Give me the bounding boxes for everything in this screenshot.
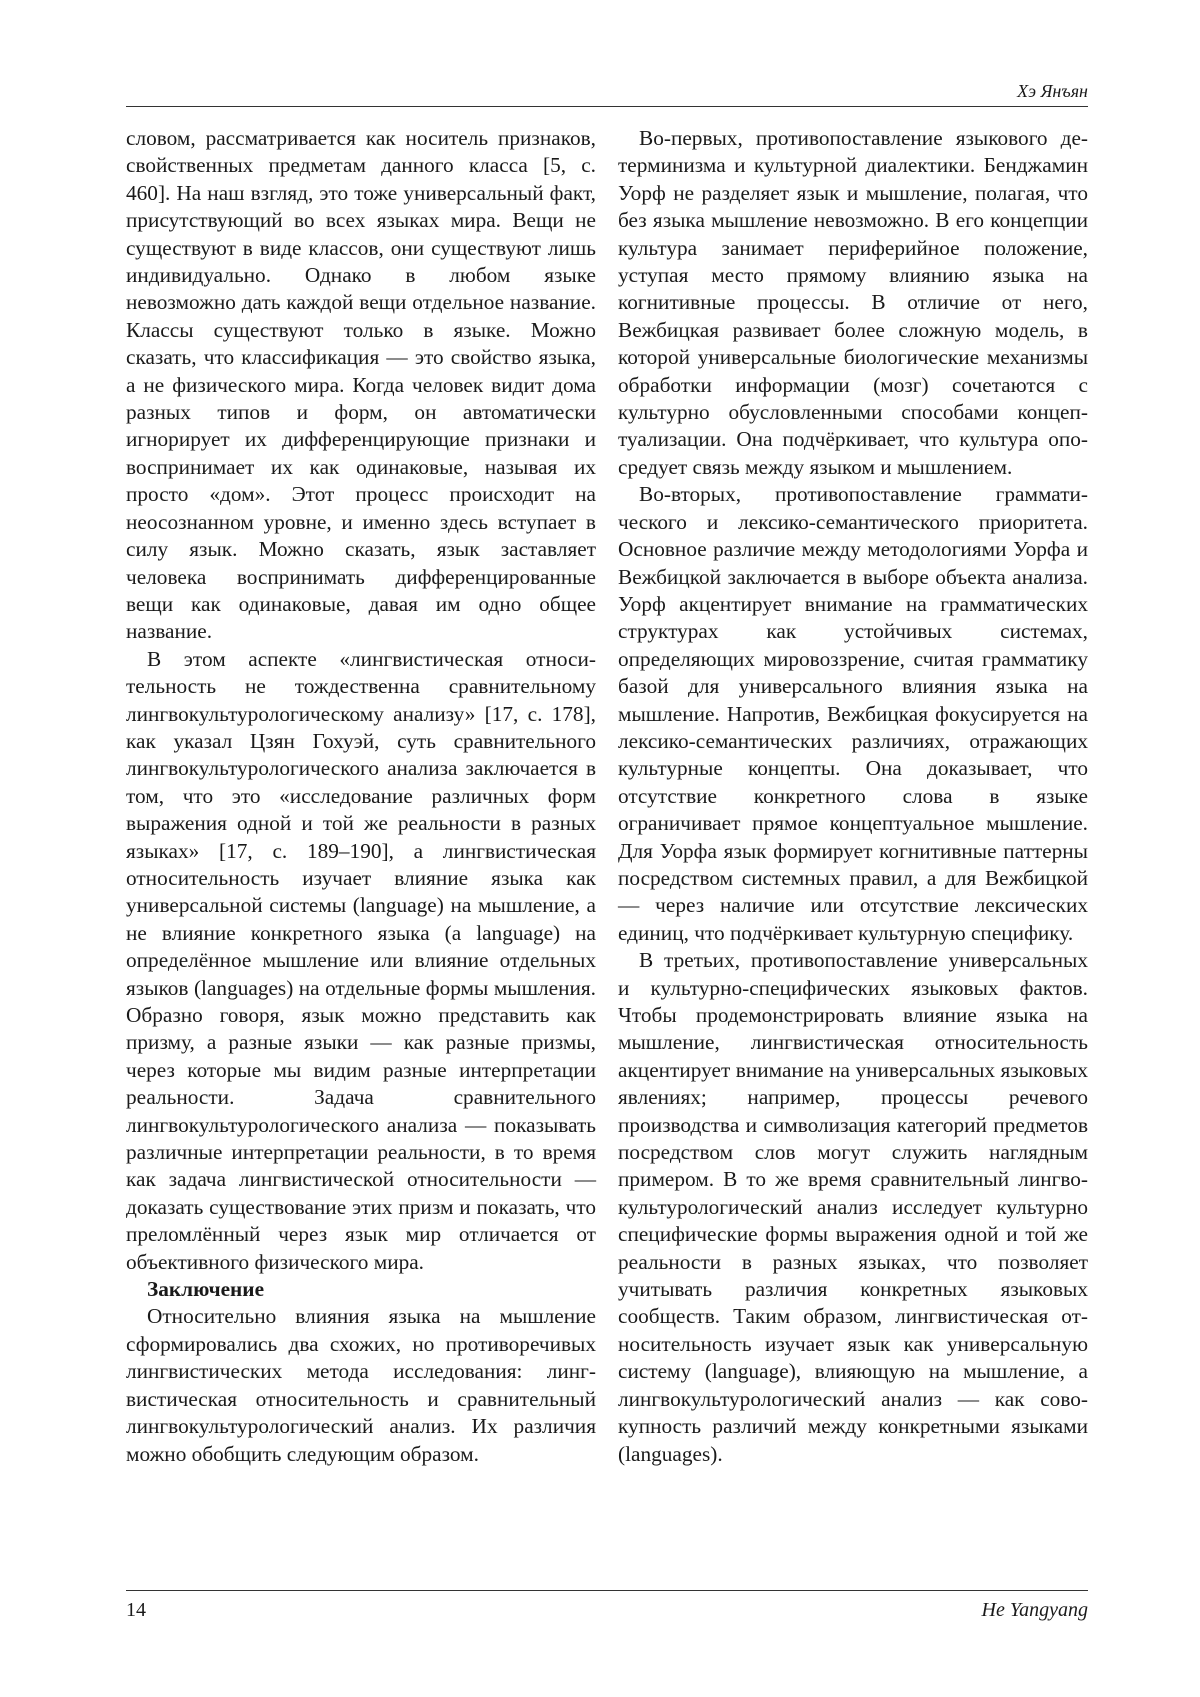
left-paragraph-2: В этом аспекте «лингвистическая относительность не тождественна сравнительному лингвокультурологическому анализу» [17, с. 178], как указал Цзян Гохуэй, суть сравнительного лингвокультурологического анализа заключается в том, что это «исследование различных форм выражения одной и той же реальности в разных языках» [17, с. 189–190], а лингвистическая относительность изучает влияние языка как универсальной системы (language) на мышление, а не влияние конкретного языка (a language) на определённое мышление или влияние отдельных языков (languages) на отдельные формы мышления. Образно говоря, язык можно представить как призму, а разные языки — как разные призмы, через которые мы видим разные интерпретации реальности. Задача сравнительного лингвокультурологического анализа — показывать различные интерпретации реальности, в то время как задача лингвистической относительности — доказать существование этих призм и показать, что преломлённый через язык мир отличается от объективного физического мира. [126, 646, 596, 1274]
footer-rule [126, 1590, 1088, 1591]
footer-author: He Yangyang [981, 1599, 1088, 1621]
right-paragraph-1: Во-первых, противопоставление языкового детерминизма и культурной диалектики. Бенджамин Уорф не разделяет язык и мышление, полагая, что без языка мышление невозможно. В его концепции культура занимает периферийное положение, уступая место прямому влиянию языка на когнитивные процессы. В отличие от него, Вежбицкая развивает более сложную модель, в которой универсальные биологические механизмы обработки информации (мозг) сочетаются с культурно обусловленными способами концептуализации. Она подчёркивает, что культура опосредует связь между языком и мышлением. [618, 126, 1088, 479]
left-paragraph-3: Относительно влияния языка на мышление сформировались два схожих, но противоречивых лингвистических метода исследования: лингвистическая относительность и сравнительный лингвокультурологический анализ. Их различия можно обобщить следующим образом. [126, 1304, 596, 1466]
section-heading-conclusion: Заключение [147, 1277, 265, 1302]
page-number: 14 [126, 1599, 146, 1621]
left-column [126, 125, 596, 1468]
running-head [126, 78, 1088, 107]
right-paragraph-3: В третьих, противопоставление универсальных и культурно-специфических языковых фактов. Чтобы продемонстрировать влияние языка на мышление, лингвистическая относительность акцентирует внимание на универсальных языковых явлениях; например, процессы речевого производства и символизация категорий предметов посредством слов могут служить наглядным примером. В то же время сравнительный лингвокультурологический анализ исследует культурно специфические формы выражения одной и той же реальности в разных языках, что позволяет учитывать различия конкретных языковых сообществ. Таким образом, лингвистическая относительность изучает язык как универсальную систему (language), влияющую на мышление, а лингвокультурологический анализ — как совокупность различий между конкретными языками (languages). [618, 948, 1088, 1466]
right-paragraph-2: Во-вторых, противопоставление грамматического и лексико-семантического приоритета. Основное различие между методологиями Уорфа и Вежбицкой заключается в выборе объекта анализа. Уорф акцентирует внимание на грамматических структурах как устойчивых системах, определяющих мировоззрение, считая грамматику базой для универсального влияния языка на мышление. Напротив, Вежбицкая фокусируется на лексико-семантических различиях, отражающих культурные концепты. Она доказывает, что отсутствие конкретного слова в языке ограничивает прямое концептуальное мышление. Для Уорфа язык формирует когнитивные паттерны посредством системных правил, а для Вежбицкой — через наличие или отсутствие лексических единиц, что подчёркивает культурную специфику. [618, 482, 1088, 945]
running-head-author: Хэ Янъян [1017, 81, 1088, 101]
left-paragraph-1: словом, рассматривается как носитель признаков, свойственных предметам данного класса [5, с. 460]. На наш взгляд, это тоже универсальный факт, присутствующий во всех языках мира. Вещи не существуют в виде классов, они существуют лишь индивидуально. Однако в любом языке невозможно дать каждой вещи отдельное название. Классы существуют только в языке. Можно сказать, что классификация — это свойство языка, а не физического мира. Когда человек видит дома разных типов и форм, он автоматически игнорирует их дифференцирующие признаки и воспринимает их как одинаковые, называя их просто «дом». Этот процесс происходит на неосознанном уровне, и именно здесь вступает в силу язык. Можно сказать, язык заставляет человека воспринимать дифференцированные вещи как одинаковые, давая им одно общее название. [126, 126, 596, 644]
right-column [618, 125, 1088, 1468]
